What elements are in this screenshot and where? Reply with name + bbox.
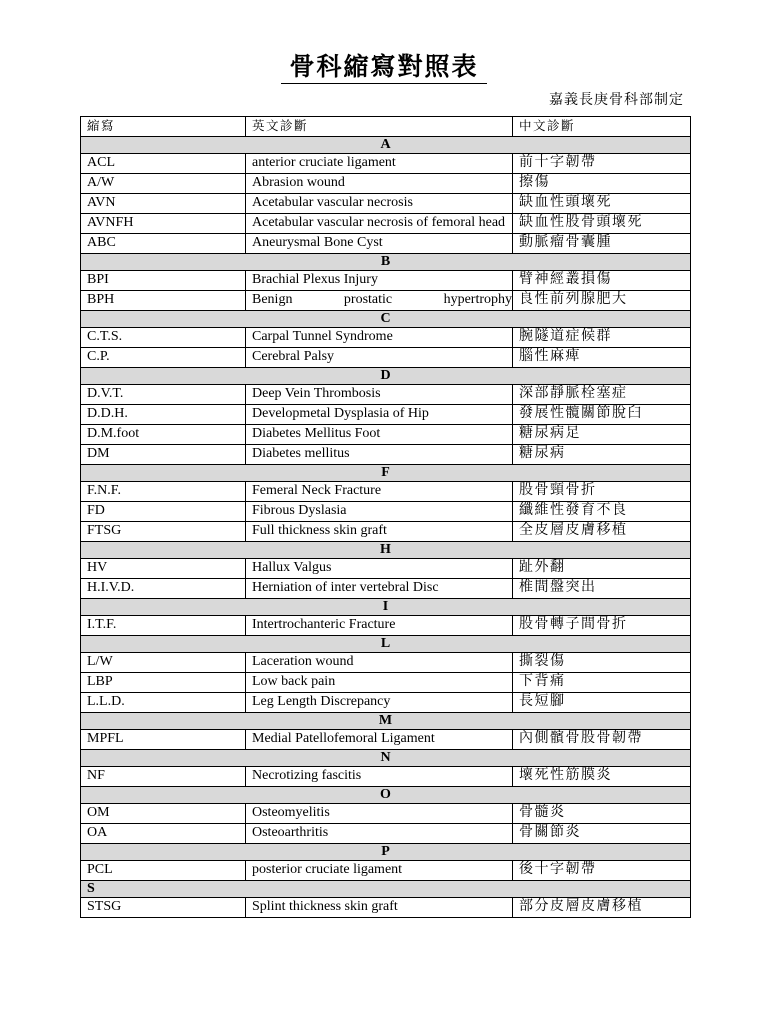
section-header-row <box>81 465 691 482</box>
table-row <box>81 154 691 174</box>
table-row <box>81 673 691 693</box>
chinese-diagnosis-cell: 下背痛 <box>513 673 691 693</box>
header-english-diagnosis: 英文診斷 <box>246 117 513 137</box>
section-letter: I <box>81 599 691 616</box>
english-diagnosis-cell: Cerebral Palsy <box>246 348 513 368</box>
abbreviation-cell: L/W <box>81 653 246 673</box>
chinese-diagnosis-cell: 良性前列腺肥大 <box>513 291 691 311</box>
page-title-text: 骨科縮寫對照表 <box>281 52 486 84</box>
abbreviation-cell: FD <box>81 502 246 522</box>
section-letter: A <box>81 137 691 154</box>
chinese-diagnosis-cell: 缺血性股骨頭壞死 <box>513 214 691 234</box>
chinese-diagnosis-cell: 股骨頸骨折 <box>513 482 691 502</box>
chinese-diagnosis-cell: 動脈瘤骨囊腫 <box>513 234 691 254</box>
table-row <box>81 291 691 311</box>
english-diagnosis-cell: Femeral Neck Fracture <box>246 482 513 502</box>
chinese-diagnosis-cell: 全皮層皮膚移植 <box>513 522 691 542</box>
section-header-row <box>81 844 691 861</box>
abbreviation-table <box>80 116 691 918</box>
english-diagnosis-cell: Medial Patellofemoral Ligament <box>246 730 513 750</box>
section-letter: N <box>81 750 691 767</box>
english-diagnosis-cell: Intertrochanteric Fracture <box>246 616 513 636</box>
english-diagnosis-cell: Benign prostatic hypertrophy <box>246 291 513 311</box>
english-diagnosis-cell: anterior cruciate ligament <box>246 154 513 174</box>
table-row <box>81 559 691 579</box>
abbreviation-cell: ABC <box>81 234 246 254</box>
section-header-row <box>81 713 691 730</box>
table-row <box>81 730 691 750</box>
english-diagnosis-cell: Necrotizing fascitis <box>246 767 513 787</box>
table-row <box>81 767 691 787</box>
abbreviation-cell: F.N.F. <box>81 482 246 502</box>
english-diagnosis-cell: Deep Vein Thrombosis <box>246 385 513 405</box>
chinese-diagnosis-cell: 臂神經叢損傷 <box>513 271 691 291</box>
section-header-row <box>81 636 691 653</box>
table-row <box>81 234 691 254</box>
english-diagnosis-cell: Splint thickness skin graft <box>246 898 513 918</box>
english-diagnosis-cell: Aneurysmal Bone Cyst <box>246 234 513 254</box>
english-diagnosis-cell: Diabetes mellitus <box>246 445 513 465</box>
abbreviation-cell: HV <box>81 559 246 579</box>
abbreviation-cell: H.I.V.D. <box>81 579 246 599</box>
table-row <box>81 693 691 713</box>
table-row <box>81 271 691 291</box>
chinese-diagnosis-cell: 部分皮層皮膚移植 <box>513 898 691 918</box>
english-diagnosis-cell: Osteomyelitis <box>246 804 513 824</box>
chinese-diagnosis-cell: 長短腳 <box>513 693 691 713</box>
english-diagnosis-cell: Abrasion wound <box>246 174 513 194</box>
chinese-diagnosis-cell: 趾外翻 <box>513 559 691 579</box>
section-letter: C <box>81 311 691 328</box>
table-row <box>81 482 691 502</box>
abbreviation-table-body <box>81 117 691 918</box>
abbreviation-cell: NF <box>81 767 246 787</box>
table-row <box>81 328 691 348</box>
section-letter: D <box>81 368 691 385</box>
chinese-diagnosis-cell: 發展性髖關節脫臼 <box>513 405 691 425</box>
chinese-diagnosis-cell: 擦傷 <box>513 174 691 194</box>
english-diagnosis-cell: Brachial Plexus Injury <box>246 271 513 291</box>
abbreviation-cell: AVNFH <box>81 214 246 234</box>
english-diagnosis-cell: Laceration wound <box>246 653 513 673</box>
section-header-row <box>81 750 691 767</box>
abbreviation-cell: D.M.foot <box>81 425 246 445</box>
english-diagnosis-cell: Leg Length Discrepancy <box>246 693 513 713</box>
chinese-diagnosis-cell: 椎間盤突出 <box>513 579 691 599</box>
section-header-row <box>81 542 691 559</box>
chinese-diagnosis-cell: 撕裂傷 <box>513 653 691 673</box>
table-row <box>81 385 691 405</box>
section-letter: P <box>81 844 691 861</box>
english-diagnosis-cell: Fibrous Dyslasia <box>246 502 513 522</box>
chinese-diagnosis-cell: 後十字韌帶 <box>513 861 691 881</box>
section-letter: L <box>81 636 691 653</box>
abbreviation-cell: BPI <box>81 271 246 291</box>
table-row <box>81 804 691 824</box>
table-row <box>81 616 691 636</box>
chinese-diagnosis-cell: 腦性麻痺 <box>513 348 691 368</box>
page-title <box>0 52 768 84</box>
chinese-diagnosis-cell: 深部靜脈栓塞症 <box>513 385 691 405</box>
english-diagnosis-cell: Low back pain <box>246 673 513 693</box>
section-letter: F <box>81 465 691 482</box>
table-header-row <box>81 117 691 137</box>
english-diagnosis-cell: posterior cruciate ligament <box>246 861 513 881</box>
section-header-row <box>81 137 691 154</box>
abbreviation-cell: OM <box>81 804 246 824</box>
abbreviation-cell: ACL <box>81 154 246 174</box>
english-diagnosis-cell: Diabetes Mellitus Foot <box>246 425 513 445</box>
abbreviation-cell: LBP <box>81 673 246 693</box>
table-row <box>81 425 691 445</box>
abbreviation-cell: STSG <box>81 898 246 918</box>
section-letter: O <box>81 787 691 804</box>
abbreviation-cell: L.L.D. <box>81 693 246 713</box>
table-row <box>81 653 691 673</box>
section-header-row <box>81 787 691 804</box>
abbreviation-cell: A/W <box>81 174 246 194</box>
abbreviation-cell: I.T.F. <box>81 616 246 636</box>
abbreviation-cell: D.D.H. <box>81 405 246 425</box>
abbreviation-cell: C.T.S. <box>81 328 246 348</box>
chinese-diagnosis-cell: 股骨轉子間骨折 <box>513 616 691 636</box>
english-diagnosis-cell: Herniation of inter vertebral Disc <box>246 579 513 599</box>
chinese-diagnosis-cell: 前十字韌帶 <box>513 154 691 174</box>
section-letter: S <box>81 881 691 898</box>
chinese-diagnosis-cell: 壞死性筋膜炎 <box>513 767 691 787</box>
abbreviation-cell: FTSG <box>81 522 246 542</box>
section-letter: H <box>81 542 691 559</box>
organization-label: 嘉義長庚骨科部制定 <box>549 92 684 108</box>
section-letter: B <box>81 254 691 271</box>
chinese-diagnosis-cell: 缺血性頭壞死 <box>513 194 691 214</box>
table-row <box>81 861 691 881</box>
table-row <box>81 502 691 522</box>
table-row <box>81 445 691 465</box>
abbreviation-cell: D.V.T. <box>81 385 246 405</box>
english-diagnosis-cell: Acetabular vascular necrosis <box>246 194 513 214</box>
abbreviation-cell: OA <box>81 824 246 844</box>
table-row <box>81 194 691 214</box>
section-header-row <box>81 254 691 271</box>
header-abbreviation: 縮寫 <box>81 117 246 137</box>
chinese-diagnosis-cell: 糖尿病 <box>513 445 691 465</box>
table-row <box>81 824 691 844</box>
abbreviation-cell: C.P. <box>81 348 246 368</box>
table-row <box>81 405 691 425</box>
english-diagnosis-cell: Osteoarthritis <box>246 824 513 844</box>
table-row <box>81 522 691 542</box>
english-diagnosis-cell: Developmetal Dysplasia of Hip <box>246 405 513 425</box>
abbreviation-cell: MPFL <box>81 730 246 750</box>
chinese-diagnosis-cell: 腕隧道症候群 <box>513 328 691 348</box>
english-diagnosis-cell: Hallux Valgus <box>246 559 513 579</box>
section-letter: M <box>81 713 691 730</box>
chinese-diagnosis-cell: 纖維性發育不良 <box>513 502 691 522</box>
table-row <box>81 898 691 918</box>
table-row <box>81 174 691 194</box>
english-diagnosis-cell: Full thickness skin graft <box>246 522 513 542</box>
chinese-diagnosis-cell: 內側髕骨股骨韌帶 <box>513 730 691 750</box>
table-row <box>81 348 691 368</box>
section-header-row <box>81 599 691 616</box>
table-row <box>81 214 691 234</box>
english-diagnosis-cell: Carpal Tunnel Syndrome <box>246 328 513 348</box>
abbreviation-cell: AVN <box>81 194 246 214</box>
section-header-row <box>81 311 691 328</box>
chinese-diagnosis-cell: 骨髓炎 <box>513 804 691 824</box>
section-header-row <box>81 881 691 898</box>
english-diagnosis-cell: Acetabular vascular necrosis of femoral head <box>246 214 513 234</box>
chinese-diagnosis-cell: 糖尿病足 <box>513 425 691 445</box>
abbreviation-cell: PCL <box>81 861 246 881</box>
header-chinese-diagnosis: 中文診斷 <box>513 117 691 137</box>
abbreviation-cell: DM <box>81 445 246 465</box>
table-row <box>81 579 691 599</box>
chinese-diagnosis-cell: 骨關節炎 <box>513 824 691 844</box>
section-header-row <box>81 368 691 385</box>
abbreviation-cell: BPH <box>81 291 246 311</box>
